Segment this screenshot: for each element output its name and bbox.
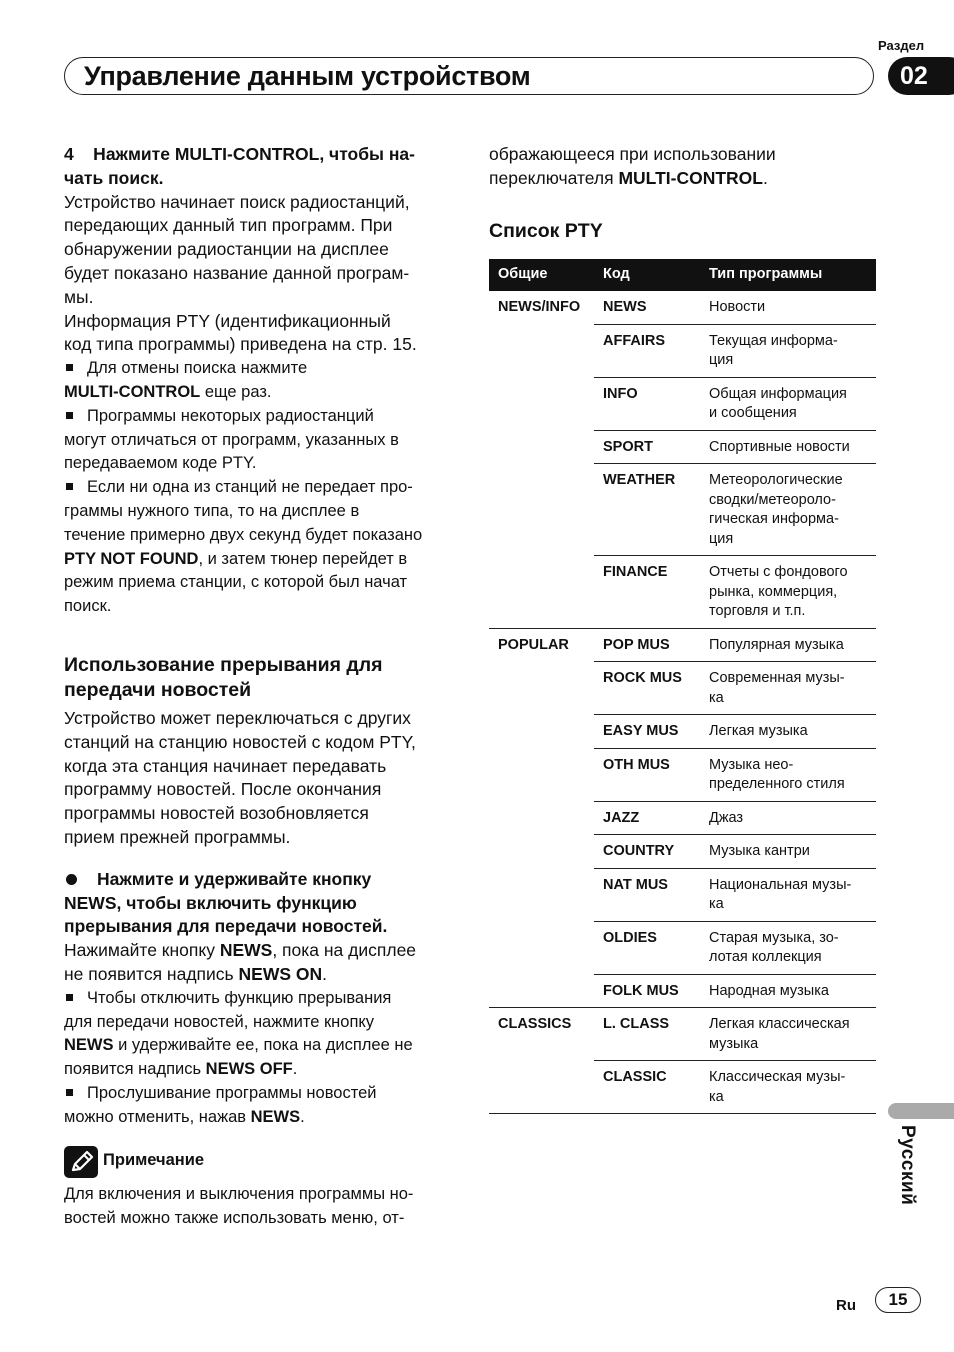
table-row <box>489 715 876 749</box>
pty-table-header <box>489 259 876 291</box>
general-cell <box>489 921 594 974</box>
news-interrupt-heading: Использование прерывания для передачи новостей <box>64 653 383 701</box>
code-cell: L. CLASS <box>594 1008 700 1061</box>
type-cell: Спортивные новости <box>700 430 876 464</box>
type-cell: Классическая музы- ка <box>700 1061 876 1114</box>
pty-info-paragraph: Информация PTY (идентификационный код типа программы) приведена на стр. 15. <box>64 310 417 355</box>
page-number: 15 <box>875 1287 921 1313</box>
type-cell: Национальная музы- ка <box>700 868 876 921</box>
type-cell: Старая музыка, зо- лотая коллекция <box>700 921 876 974</box>
page-title: Управление данным устройством <box>84 61 531 91</box>
code-cell: COUNTRY <box>594 835 700 869</box>
general-cell <box>489 377 594 430</box>
bullet-square-icon <box>66 364 73 371</box>
general-cell: POPULAR <box>498 636 569 653</box>
note-text: Для включения и выключения программы но- востей можно также использовать меню, от- <box>64 1185 414 1227</box>
left-column <box>64 143 459 1129</box>
type-cell: Новости <box>700 291 876 324</box>
news-interrupt-paragraph: Устройство может переключаться с других станций на станцию новостей с кодом PTY, когда эта станция начинает передавать программу новостей. После окончания программы новостей возобновляется прием прежней программы. <box>64 707 416 847</box>
table-row <box>489 556 876 629</box>
code-cell: INFO <box>594 377 700 430</box>
bullet-cancel-search: Для отмены поиска нажмите MULTI-CONTROL еще раз. <box>64 359 308 401</box>
general-cell <box>489 748 594 801</box>
note-label: Примечание <box>103 1151 205 1169</box>
type-cell: Популярная музыка <box>700 628 876 662</box>
right-column-continuation: ображающееся при использовании переключателя MULTI-CONTROL. <box>489 144 776 188</box>
type-cell: Легкая классическая музыка <box>700 1008 876 1061</box>
bullet-disable-news: Чтобы отключить функцию прерывания для передачи новостей, нажмите кнопку NEWS и удерживайте ее, пока на дисплее не появится надпись NEWS OFF. <box>64 988 413 1079</box>
type-cell: Легкая музыка <box>700 715 876 749</box>
code-cell: POP MUS <box>594 628 700 662</box>
step-4-heading: 4 Нажмите MULTI-CONTROL, чтобы на- чать поиск. <box>64 144 415 188</box>
code-cell: NAT MUS <box>594 868 700 921</box>
general-cell <box>489 868 594 921</box>
type-cell: Метеорологические сводки/метеороло- гическая информа- ция <box>700 464 876 556</box>
type-cell: Музыка кантри <box>700 835 876 869</box>
code-cell: AFFAIRS <box>594 324 700 377</box>
language-code: Ru <box>836 1297 856 1314</box>
header-program-type: Тип программы <box>700 259 876 291</box>
general-cell <box>489 835 594 869</box>
table-row <box>489 377 876 430</box>
step-4-paragraph: Устройство начинает поиск радиостанций, передающих данный тип программ. При обнаружении радиостанции на дисплее будет показано название данной програм- мы. <box>64 191 410 307</box>
hold-news-step: Нажмите и удерживайте кнопку NEWS, чтобы включить функцию прерывания для передачи новостей. <box>64 868 388 937</box>
bullet-cancel-news: Прослушивание программы новостей можно отменить, нажав NEWS. <box>64 1083 377 1126</box>
code-cell: CLASSIC <box>594 1061 700 1114</box>
general-cell <box>489 464 594 556</box>
type-cell: Современная музы- ка <box>700 662 876 715</box>
bullet-square-icon <box>66 1089 73 1096</box>
table-row <box>489 1061 876 1114</box>
table-row <box>489 628 876 662</box>
general-cell <box>489 1061 594 1114</box>
code-cell: OTH MUS <box>594 748 700 801</box>
table-row <box>489 1008 876 1061</box>
general-cell <box>489 430 594 464</box>
note-pencil-icon <box>64 1146 98 1178</box>
bullet-square-icon <box>66 412 73 419</box>
general-cell <box>489 556 594 629</box>
pty-table <box>489 259 876 1114</box>
general-cell: NEWS/INFO <box>498 299 581 315</box>
hold-news-paragraph: Нажимайте кнопку NEWS, пока на дисплее не появится надпись NEWS ON. <box>64 940 417 984</box>
table-row <box>489 921 876 974</box>
table-row <box>489 430 876 464</box>
table-row <box>489 662 876 715</box>
code-cell: WEATHER <box>594 464 700 556</box>
code-cell: FOLK MUS <box>594 974 700 1008</box>
code-cell: FINANCE <box>594 556 700 629</box>
type-cell: Народная музыка <box>700 974 876 1008</box>
type-cell: Текущая информа- ция <box>700 324 876 377</box>
type-cell: Отчеты с фондового рынка, коммерция, торговля и т.п. <box>700 556 876 629</box>
language-tab <box>888 1103 954 1119</box>
general-cell: CLASSICS <box>498 1016 572 1032</box>
general-cell <box>489 974 594 1008</box>
table-row <box>489 868 876 921</box>
code-cell: NEWS <box>594 291 700 324</box>
general-cell <box>489 324 594 377</box>
bullet-pty-not-found: Если ни одна из станций не передает про- граммы нужного типа, то на дисплее в течение примерно двух секунд будет показано PTY NOT FOUND, и затем тюнер перейдет в режим приема станции, с которой был начат поиск. <box>64 478 423 616</box>
code-cell: ROCK MUS <box>594 662 700 715</box>
table-row <box>489 974 876 1008</box>
code-cell: JAZZ <box>594 801 700 835</box>
bullet-dot-icon <box>66 874 77 885</box>
section-number-badge: 02 <box>888 57 954 95</box>
code-cell: OLDIES <box>594 921 700 974</box>
pty-list-heading: Список PTY <box>489 220 603 242</box>
table-row <box>489 324 876 377</box>
language-label: Русский <box>897 1125 918 1206</box>
type-cell: Общая информация и сообщения <box>700 377 876 430</box>
type-cell: Музыка нео- пределенного стиля <box>700 748 876 801</box>
code-cell: SPORT <box>594 430 700 464</box>
code-cell: EASY MUS <box>594 715 700 749</box>
general-cell <box>489 801 594 835</box>
header-general: Общие <box>489 259 594 291</box>
section-label: Раздел <box>878 38 925 53</box>
table-row <box>489 835 876 869</box>
bullet-square-icon <box>66 994 73 1001</box>
table-row <box>489 748 876 801</box>
bullet-programs-differ: Программы некоторых радиостанций могут отличаться от программ, указанных в передаваемом коде PTY. <box>64 406 399 473</box>
general-cell <box>489 715 594 749</box>
type-cell: Джаз <box>700 801 876 835</box>
table-row <box>489 464 876 556</box>
pty-table-body <box>489 291 876 1114</box>
header-code: Код <box>594 259 700 291</box>
table-row <box>489 801 876 835</box>
bullet-square-icon <box>66 483 73 490</box>
general-cell <box>489 662 594 715</box>
table-row <box>489 291 876 324</box>
